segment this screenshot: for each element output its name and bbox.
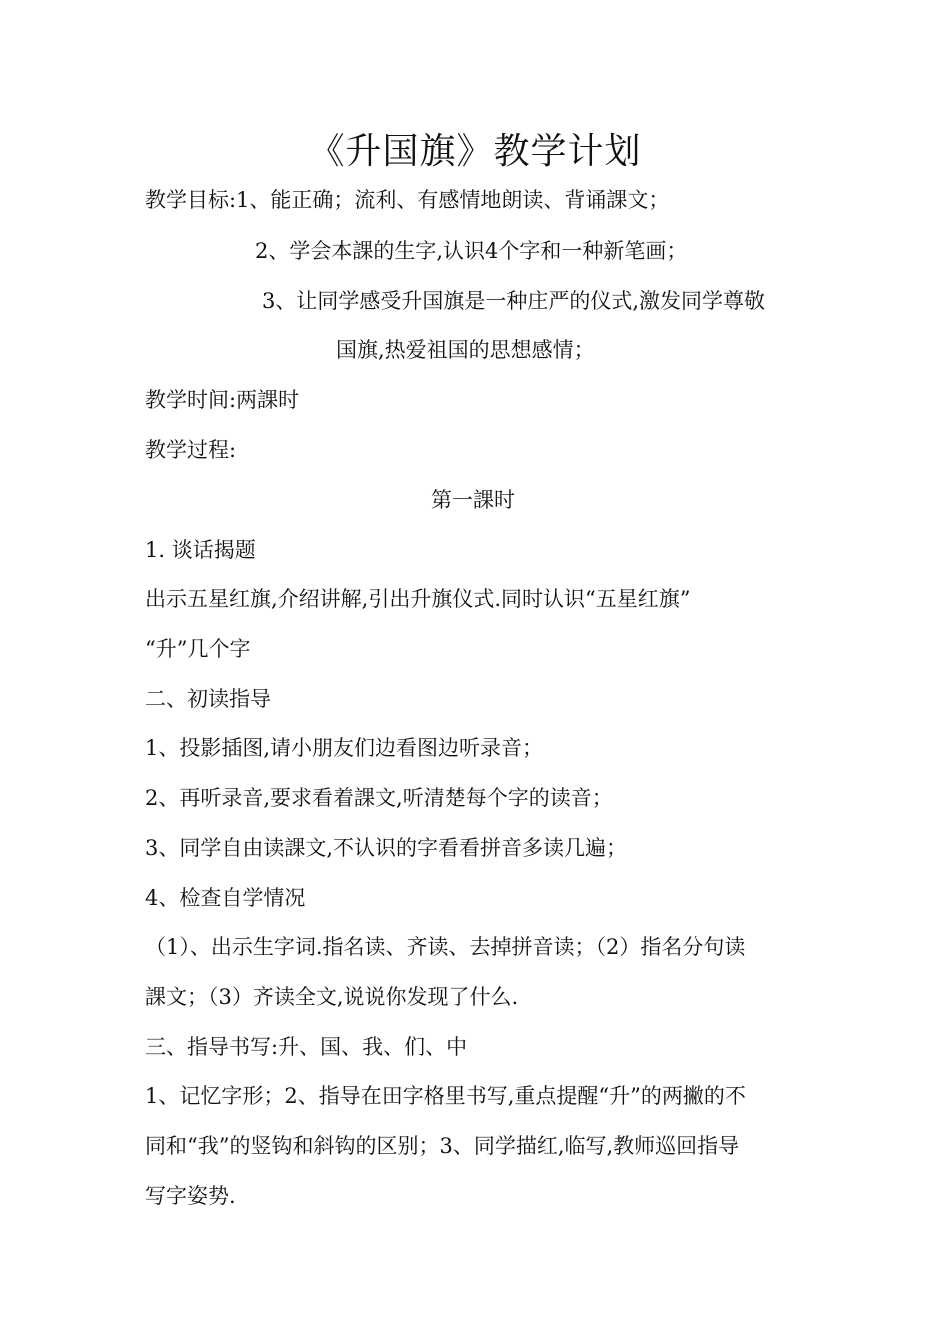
- section-3-line-2: 同和“我”的竖钩和斜钩的区别；3、同学描红,临写,教师巡回指导: [145, 1134, 740, 1158]
- section-2-item-3: 3、同学自由读課文,不认识的字看看拼音多读几遍；: [145, 836, 628, 860]
- section-2-item-4: 4、检查自学情况: [145, 886, 306, 910]
- section-2-sub-line-2: 課文；（3）齐读全文,说说你发现了什么.: [145, 985, 519, 1009]
- section-2-sub-line-1: （1）、出示生字词.指名读、齐读、去掉拼音读；（2）指名分句读: [145, 935, 746, 959]
- goals-line-2: 2、学会本課的生字,认识4个字和一种新笔画；: [255, 239, 688, 263]
- section-2-item-2: 2、再听录音,要求看着課文,听清楚每个字的读音；: [145, 786, 613, 810]
- goals-line-1: 教学目标:1、能正确；流利、有感情地朗读、背诵課文；: [145, 188, 670, 212]
- section-3-line-1: 1、记忆字形；2、指导在田字格里书写,重点提醒“升”的两撇的不: [145, 1084, 746, 1108]
- teaching-time: 教学时间:两課时: [145, 388, 300, 412]
- section-3-line-3: 写字姿势.: [145, 1184, 236, 1208]
- goals-line-4: 国旗,热爱祖国的思想感情；: [336, 338, 595, 362]
- process-label: 教学过程:: [145, 438, 237, 462]
- lesson-heading: 第一課时: [431, 488, 515, 512]
- section-1-heading: 1. 谈话揭题: [145, 538, 256, 562]
- section-1-line-2: “升”几个字: [145, 637, 251, 661]
- section-3-heading: 三、指导书写:升、国、我、们、中: [145, 1035, 468, 1059]
- goals-line-3: 3、让同学感受升国旗是一种庄严的仪式,激发同学尊敬: [262, 289, 766, 313]
- section-2-item-1: 1、投影插图,请小朋友们边看图边听录音；: [145, 736, 544, 760]
- document-title: 《升国旗》教学计划: [308, 131, 642, 172]
- section-1-line-1: 出示五星红旗,介绍讲解,引出升旗仪式.同时认识“五星红旗”: [145, 587, 691, 611]
- section-2-heading: 二、初读指导: [145, 687, 271, 711]
